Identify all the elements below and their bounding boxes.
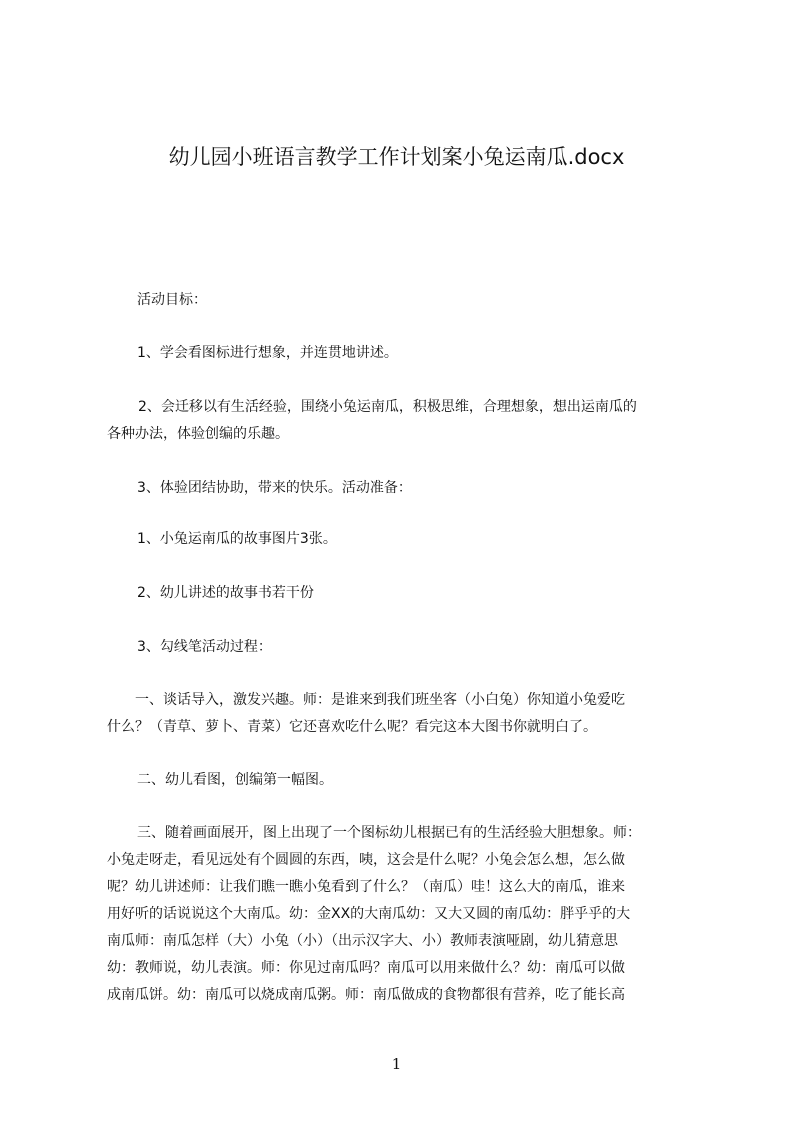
paragraph-line: 呢？幼儿讲述师：让我们瞧一瞧小兔看到了什么？（南瓜）哇！这么大的南瓜，谁来	[107, 879, 625, 895]
paragraph-line: 1、学会看图标进行想象，并连贯地讲述。	[137, 345, 398, 361]
paragraph-prep-1	[107, 526, 701, 553]
paragraph-line: 什么？（青草、萝卜、青菜）它还喜欢吃什么呢？看完这本大图书你就明白了。	[107, 719, 597, 735]
paragraph-line: 南瓜师：南瓜怎样（大）小兔（小）（出示汉字大、小）教师表演哑剧，幼儿猜意思	[107, 933, 618, 949]
paragraph-line: 1、小兔运南瓜的故事图片3张。	[137, 531, 337, 547]
paragraph-line: 成南瓜饼。幼：南瓜可以烧成南瓜粥。师：南瓜做成的食物都很有营养，吃了能长高	[107, 987, 625, 1003]
paragraph-line: 2、幼儿讲述的故事书若干份	[137, 585, 314, 601]
paragraph-prep-3	[107, 634, 701, 661]
paragraph-process-1	[107, 687, 701, 741]
paragraph-line: 活动目标：	[137, 292, 207, 308]
paragraph-process-3	[107, 820, 701, 1009]
paragraph-line: 小兔走呀走，看见远处有个圆圆的东西，咦，这会是什么呢？小兔会怎么想，怎么做	[107, 852, 625, 868]
paragraph-line: 各种办法，体验创编的乐趣。	[107, 426, 289, 442]
paragraph-line: 一、谈话导入，激发兴趣。师：是谁来到我们班坐客（小白兔）你知道小兔爱吃	[135, 692, 625, 708]
page-number: 1	[391, 1055, 402, 1073]
paragraph-line: 幼：教师说，幼儿表演。师：你见过南瓜吗？南瓜可以用来做什么？幼：南瓜可以做	[107, 960, 625, 976]
document-title: 幼儿园小班语言教学工作计划案小兔运南瓜.docx	[168, 145, 625, 169]
paragraph-prep-2	[107, 580, 701, 607]
paragraph-objective-2	[107, 394, 701, 448]
paragraph-objectives-heading	[107, 287, 701, 314]
paragraph-objective-1	[107, 340, 701, 367]
paragraph-line: 三、随着画面展开，图上出现了一个图标幼儿根据已有的生活经验大胆想象。师：	[137, 825, 641, 841]
paragraph-line: 3、勾线笔活动过程：	[137, 639, 272, 655]
paragraph-line: 3、体验团结协助，带来的快乐。活动准备：	[137, 480, 412, 496]
paragraph-line: 二、幼儿看图，创编第一幅图。	[137, 772, 333, 788]
paragraph-process-2	[107, 767, 701, 794]
paragraph-objective-3	[107, 475, 701, 502]
paragraph-line: 2、会迁移以有生活经验，围绕小兔运南瓜，积极思维，合理想象，想出运南瓜的	[138, 399, 637, 415]
paragraph-line: 用好听的话说说这个大南瓜。幼：金XX的大南瓜幼：又大又圆的南瓜幼：胖乎乎的大	[107, 906, 631, 922]
